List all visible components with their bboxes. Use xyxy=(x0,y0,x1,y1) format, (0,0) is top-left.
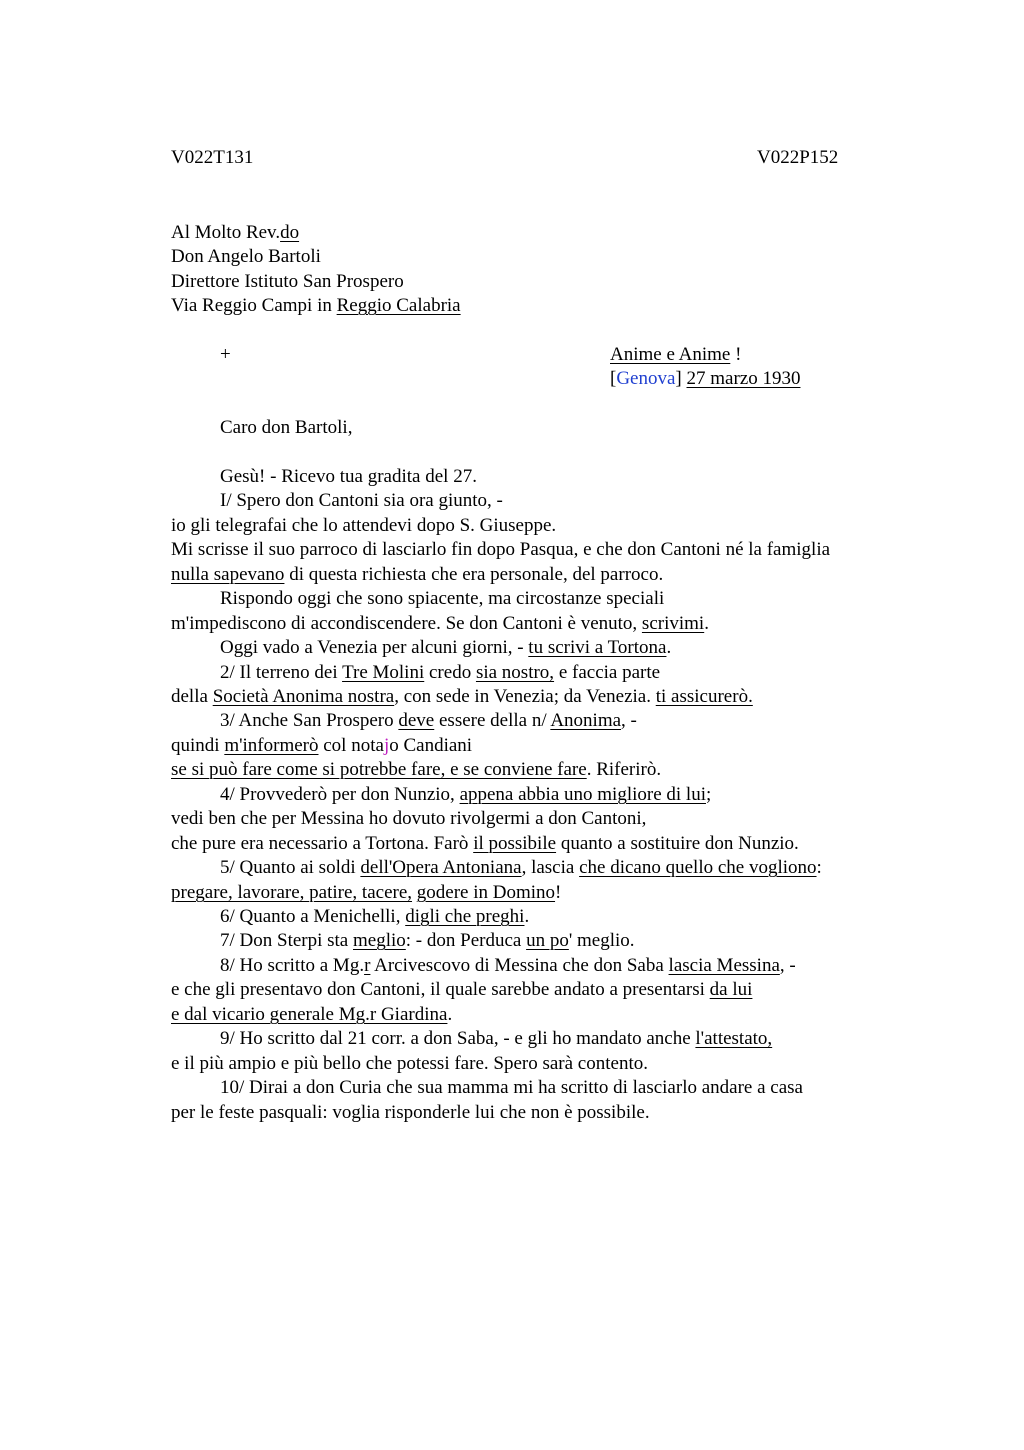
text-run: credo xyxy=(424,662,476,683)
body-line xyxy=(220,709,637,733)
underlined-run: se si può fare come si potrebbe fare, e se conviene fare xyxy=(171,759,587,780)
text-run: vedi ben che per Messina ho dovuto rivolgermi a don Cantoni, xyxy=(171,808,647,829)
body-line xyxy=(220,1076,803,1100)
text-run: di questa richiesta che era personale, del parroco. xyxy=(284,564,664,585)
motto-suffix: ! xyxy=(730,344,742,365)
body-line xyxy=(220,489,503,513)
motto-text: Anime e Anime xyxy=(610,344,731,365)
underlined-run: sia nostro, xyxy=(475,662,555,683)
text-run: 8/ Ho scritto a Mg. xyxy=(220,955,365,976)
body-line xyxy=(220,905,529,929)
underlined-run: godere in Domino xyxy=(416,882,556,903)
text-run: : - don Perduca xyxy=(405,930,527,951)
underlined-run: e dal vicario generale Mg.r Giardina xyxy=(171,1004,448,1025)
body-line xyxy=(171,612,709,636)
body-line xyxy=(220,783,711,807)
body-line xyxy=(171,978,752,1002)
text-run: 7/ Don Sterpi sta xyxy=(220,930,353,951)
underlined-run: Società Anonima nostra xyxy=(212,686,395,707)
text-run: che pure era necessario a Tortona. Farò xyxy=(171,833,474,854)
body-line xyxy=(220,1027,772,1051)
dateline-bracket-close: ] xyxy=(675,368,687,389)
salutation: Caro don Bartoli, xyxy=(220,417,353,438)
underlined-run: lascia Messina xyxy=(668,955,780,976)
text-run: 5/ Quanto ai soldi xyxy=(220,857,361,878)
underlined-run: r xyxy=(364,955,371,976)
body-line xyxy=(171,563,663,587)
underlined-run: ti assicurerò. xyxy=(655,686,753,707)
text-run: Mi scrisse il suo parroco di lasciarlo fin dopo Pasqua, e che don Cantoni né la famiglia xyxy=(171,539,831,560)
text-run: , - xyxy=(779,955,796,976)
text-run: essere della n/ xyxy=(434,710,551,731)
underlined-run: Tre Molini xyxy=(342,662,425,683)
body-line xyxy=(171,1101,650,1125)
text-run: ; xyxy=(705,784,712,805)
text-run: Arcivescovo di Messina che don Saba xyxy=(370,955,669,976)
address-underlined: do xyxy=(280,222,300,243)
document-code-left: V022T131 xyxy=(171,147,254,168)
text-run: 2/ Il terreno dei xyxy=(220,662,343,683)
underlined-run: tu scrivi a Tortona xyxy=(528,637,667,658)
body-line xyxy=(171,881,561,905)
cross-symbol: + xyxy=(220,344,231,365)
motto xyxy=(610,343,741,367)
text-run: col nota xyxy=(318,735,384,756)
underlined-run: deve xyxy=(398,710,435,731)
text-run: 4/ Provvederò per don Nunzio, xyxy=(220,784,460,805)
underlined-run: meglio xyxy=(353,930,406,951)
body-line xyxy=(220,954,796,978)
underlined-run: da lui xyxy=(709,979,753,1000)
body-line xyxy=(171,807,646,831)
underlined-run: digli che preghi xyxy=(405,906,525,927)
underlined-run: che dicano quello che vogliono xyxy=(579,857,817,878)
text-run: . Riferirò. xyxy=(586,759,662,780)
text-run: e che gli presentavo don Cantoni, il quale sarebbe andato a presentarsi xyxy=(171,979,710,1000)
text-run: ! xyxy=(555,882,562,903)
text-run: 10/ Dirai a don Curia che sua mamma mi ha scritto di lasciarlo andare a casa xyxy=(220,1077,803,1098)
text-run: 6/ Quanto a Menichelli, xyxy=(220,906,406,927)
text-run: Oggi vado a Venezia per alcuni giorni, - xyxy=(220,637,529,658)
text-run: quindi xyxy=(171,735,225,756)
text-run: , lascia xyxy=(521,857,580,878)
underlined-run: pregare, lavorare, patire, tacere, xyxy=(171,882,413,903)
address-text: Via Reggio Campi in xyxy=(171,295,337,316)
text-run: o Candiani xyxy=(389,735,473,756)
body-line xyxy=(171,832,799,856)
text-run: Gesù! - Ricevo tua gradita del 27. xyxy=(220,466,477,487)
text-run: io gli telegrafai che lo attendevi dopo S. Giuseppe. xyxy=(171,515,557,536)
body-line xyxy=(171,1003,452,1027)
text-run: I/ Spero don Cantoni sia ora giunto, - xyxy=(220,490,503,511)
underlined-run: un po xyxy=(526,930,569,951)
document-code-right: V022P152 xyxy=(757,147,839,168)
dateline-date: 27 marzo 1930 xyxy=(686,368,801,389)
body-line xyxy=(220,636,671,660)
underlined-run: il possibile xyxy=(473,833,557,854)
underlined-run: scrivimi xyxy=(641,613,705,634)
underlined-run: Anonima xyxy=(550,710,622,731)
text-run: . xyxy=(666,637,672,658)
highlighted-letter: j xyxy=(383,735,390,756)
text-run: 9/ Ho scritto dal 21 corr. a don Saba, - e gli ho mandato anche xyxy=(220,1028,696,1049)
underlined-run: l'attestato, xyxy=(695,1028,773,1049)
address-line-4 xyxy=(171,294,461,318)
text-run: . xyxy=(447,1004,453,1025)
text-run: Rispondo oggi che sono spiacente, ma circostanze speciali xyxy=(220,588,665,609)
body-line xyxy=(220,587,664,611)
text-run: quanto a sostituire don Nunzio. xyxy=(556,833,799,854)
body-line xyxy=(171,758,661,782)
text-run: m'impediscono di accondiscendere. Se don Cantoni è venuto, xyxy=(171,613,642,634)
body-line xyxy=(220,929,635,953)
text-run: : xyxy=(816,857,822,878)
address-city: Reggio Calabria xyxy=(336,295,461,316)
text-run: ' meglio. xyxy=(568,930,635,951)
dateline-bracket-open: [ xyxy=(610,368,617,389)
address-line-3: Direttore Istituto San Prospero xyxy=(171,271,404,292)
body-line xyxy=(220,856,822,880)
address-line-1 xyxy=(171,221,299,245)
body-line xyxy=(171,514,556,538)
address-line-2: Don Angelo Bartoli xyxy=(171,246,321,267)
body-line xyxy=(220,465,477,489)
underlined-run: m'informerò xyxy=(224,735,319,756)
body-line xyxy=(171,1052,648,1076)
text-run: della xyxy=(171,686,213,707)
text-run: . xyxy=(524,906,530,927)
body-line xyxy=(171,734,472,758)
text-run: 3/ Anche San Prospero xyxy=(220,710,399,731)
body-line xyxy=(171,538,830,562)
text-run: , - xyxy=(621,710,637,731)
underlined-run: appena abbia uno migliore di lui xyxy=(459,784,706,805)
underlined-run: dell'Opera Antoniana xyxy=(360,857,522,878)
body-line xyxy=(171,685,753,709)
text-run: e il più ampio e più bello che potessi fare. Spero sarà contento. xyxy=(171,1053,648,1074)
body-line xyxy=(220,661,660,685)
text-run: , con sede in Venezia; da Venezia. xyxy=(394,686,656,707)
text-run: per le feste pasquali: voglia risponderle lui che non è possibile. xyxy=(171,1102,650,1123)
underlined-run: nulla sapevano xyxy=(171,564,285,585)
dateline xyxy=(610,367,800,391)
text-run: . xyxy=(704,613,709,634)
dateline-place: Genova xyxy=(616,368,676,389)
text-run: e faccia parte xyxy=(554,662,661,683)
address-text: Al Molto Rev. xyxy=(171,222,281,243)
